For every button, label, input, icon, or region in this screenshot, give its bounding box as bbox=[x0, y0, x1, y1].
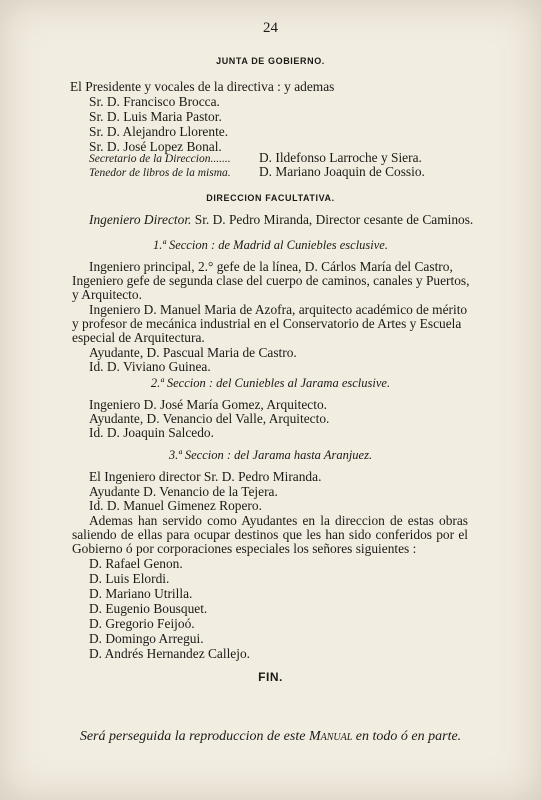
secretario-name: D. Ildefonso Larroche y Siera. bbox=[259, 150, 422, 165]
seccion3-line: Id. D. Manuel Gimenez Ropero. bbox=[89, 498, 262, 513]
director-text: Sr. D. Pedro Miranda, Director cesante de Caminos. bbox=[194, 212, 474, 227]
notice-manual: Manual bbox=[308, 729, 353, 744]
seccion1-line: especial de Arquitectura. bbox=[72, 330, 205, 345]
ademas-line: Gobierno ó por corporaciones especiales los señores siguientes : bbox=[72, 541, 417, 556]
fin-marker: FIN. bbox=[258, 670, 283, 684]
former-assistant: D. Rafael Genon. bbox=[89, 556, 183, 571]
former-assistant: D. Domingo Arregui. bbox=[89, 631, 204, 646]
seccion2-line: Ingeniero D. José María Gomez, Arquitecto. bbox=[89, 397, 327, 412]
director-label: Ingeniero Director. bbox=[89, 212, 192, 227]
seccion2-line: Id. D. Joaquin Salcedo. bbox=[89, 425, 214, 440]
seccion2-heading: 2.ª Seccion : del Cuniebles al Jarama esclusive. bbox=[150, 376, 391, 390]
ademas-line: saliendo de ellas para ocupar destinos que les han sido conferidos por el bbox=[72, 527, 468, 542]
seccion3-line: Ayudante D. Venancio de la Tejera. bbox=[89, 484, 278, 499]
junta-member: Sr. D. José Lopez Bonal. bbox=[89, 139, 222, 154]
seccion1-line: Ayudante, D. Pascual Maria de Castro. bbox=[89, 345, 297, 360]
junta-member: Sr. D. Alejandro Llorente. bbox=[89, 124, 229, 139]
former-assistant: D. Eugenio Bousquet. bbox=[89, 601, 208, 616]
junta-member: Sr. D. Francisco Brocca. bbox=[89, 94, 220, 109]
secretario-label: Secretario de la Direccion....... bbox=[89, 153, 231, 165]
tenedor-label: Tenedor de libros de la misma. bbox=[89, 167, 231, 179]
page-number: 24 bbox=[263, 20, 278, 36]
seccion1-line: y profesor de mecánica industrial en el Conservatorio de Artes y Escuela bbox=[72, 316, 462, 331]
director-line bbox=[89, 213, 473, 226]
junta-heading: JUNTA DE GOBIERNO. bbox=[216, 56, 325, 66]
former-assistant: D. Mariano Utrilla. bbox=[89, 586, 193, 601]
seccion1-line: Id. D. Viviano Guinea. bbox=[89, 359, 211, 374]
seccion1-line: Ingeniero gefe de segunda clase del cuerpo de caminos, canales y Puertos, bbox=[72, 273, 470, 288]
former-assistant: D. Gregorio Feijoó. bbox=[89, 616, 195, 631]
ademas-line: Ademas han servido como Ayudantes en la direccion de estas obras bbox=[89, 513, 468, 528]
seccion2-line: Ayudante, D. Venancio del Valle, Arquitecto. bbox=[89, 411, 330, 426]
seccion1-line: y Arquitecto. bbox=[72, 287, 142, 302]
former-assistant: D. Luis Elordi. bbox=[89, 571, 170, 586]
notice-before: Será perseguida la reproduccion de este bbox=[79, 729, 306, 744]
seccion1-line: Ingeniero D. Manuel Maria de Azofra, arquitecto académico de mérito bbox=[89, 302, 468, 317]
seccion3-line: El Ingeniero director Sr. D. Pedro Miranda. bbox=[89, 469, 322, 484]
direccion-heading: DIRECCION FACULTATIVA. bbox=[206, 193, 335, 203]
seccion1-line: Ingeniero principal, 2.° gefe de la línea, D. Cárlos María del Castro, bbox=[89, 259, 453, 274]
junta-member: Sr. D. Luis Maria Pastor. bbox=[89, 109, 222, 124]
tenedor-name: D. Mariano Joaquin de Cossio. bbox=[259, 164, 425, 179]
junta-intro: El Presidente y vocales de la directiva : y ademas bbox=[70, 79, 335, 94]
seccion3-heading: 3.ª Seccion : del Jarama hasta Aranjuez. bbox=[168, 448, 373, 462]
former-assistant: D. Andrés Hernandez Callejo. bbox=[89, 646, 251, 661]
reproduction-notice bbox=[0, 729, 541, 745]
seccion1-heading: 1.ª Seccion : de Madrid al Cuniebles esclusive. bbox=[153, 238, 388, 252]
notice-after: en todo ó en parte. bbox=[355, 729, 462, 744]
